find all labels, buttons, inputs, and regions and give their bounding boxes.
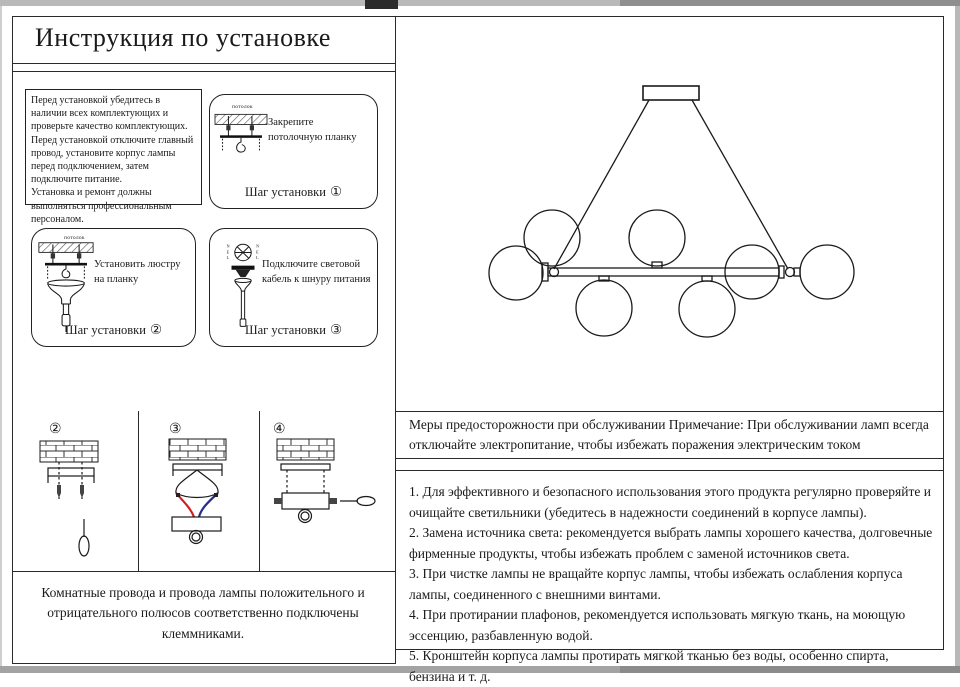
wire-connector-icon bbox=[220, 241, 266, 333]
care-item-1: 1. Для эффективного и безопасного использования этого продукта регулярно проверяйте и очищайте светильники (убедитесь в надежности соединений в корпусе лампы). bbox=[409, 484, 931, 520]
care-instructions-box bbox=[396, 470, 943, 684]
ceiling-label: потолок bbox=[64, 235, 85, 241]
care-item-4: 4. При протирании плафонов, рекомендуется использовать мягкую ткань, на моющую эссенцию, разбавленную водой. bbox=[409, 607, 906, 643]
step3-number: ③ bbox=[329, 322, 343, 337]
panel4-number: ④ bbox=[273, 422, 286, 437]
panel3-number: ③ bbox=[169, 422, 182, 437]
wire-label-e-left: E bbox=[226, 249, 230, 255]
step2-caption: Шаг установки ② bbox=[64, 322, 163, 337]
canopy-fixing-diagram bbox=[260, 433, 394, 569]
title-row bbox=[13, 17, 395, 64]
step1-caption: Шаг установки ① bbox=[244, 184, 343, 199]
care-item-3: 3. При чистке лампы не вращайте корпус лампы, чтобы избежать ослабления корпуса лампы, соединенного с внешними винтами. bbox=[409, 566, 903, 602]
care-item-2: 2. Замена источника света: рекомендуется выбрать лампы хорошего качества, долговечные фирменные продукты, чтобы избежать проблем с заменой источников света. bbox=[409, 525, 933, 561]
step1-box bbox=[209, 94, 378, 209]
wire-label-n-left: N bbox=[226, 243, 230, 249]
page-title: Инструкция по установке bbox=[35, 23, 331, 52]
page-edge-left bbox=[0, 6, 2, 666]
care-item-5: 5. Кронштейн корпуса лампы протирать мягкой тканью без воды, особенно спирта, бензина и т. д. bbox=[409, 648, 889, 684]
step2-label: Установить люстру на планку bbox=[94, 259, 181, 286]
ceiling-label: потолок bbox=[232, 104, 253, 110]
step1-label: Закрепите потолочную планку bbox=[268, 117, 357, 144]
step3-caption: Шаг установки ③ bbox=[244, 322, 343, 337]
safety-note-box bbox=[396, 411, 943, 459]
panel2-number: ② bbox=[49, 422, 62, 437]
chandelier-box bbox=[396, 17, 943, 412]
wire-label-n-right: N bbox=[256, 243, 260, 249]
intro-warning-text: Перед установкой убедитесь в наличии всех комплектующих и проверьте качество комплектующих. Перед установкой отключите главный провод, установите корпус лампы перед подключением, затем подключите питание. Установка и ремонт должны выполняться профессиональным персоналом. bbox=[31, 95, 194, 225]
intro-warning-box bbox=[25, 89, 202, 225]
bracket-screws-diagram bbox=[15, 433, 136, 569]
wire-connection-diagram bbox=[139, 433, 258, 569]
page-edge-right bbox=[955, 6, 960, 666]
step3-box bbox=[209, 228, 378, 347]
ceiling-bracket-icon bbox=[214, 111, 268, 163]
chandelier-diagram bbox=[396, 17, 943, 411]
wire-label-l-left: L bbox=[226, 255, 230, 261]
step2-box bbox=[31, 228, 196, 347]
wire-label-l-right: L bbox=[256, 255, 259, 261]
title-underline bbox=[13, 64, 395, 72]
care-list bbox=[409, 482, 933, 687]
left-panel bbox=[12, 16, 396, 664]
step2-number: ② bbox=[149, 322, 163, 337]
wiring-panels-region bbox=[13, 411, 395, 572]
step3-label: Подключите световой кабель к шнуру питания bbox=[262, 259, 371, 286]
safety-note-text: Меры предосторожности при обслуживании Примечание: При обслуживании ламп всегда отключайте электропитание, чтобы избежать поражения электрическим током bbox=[409, 417, 929, 452]
page-edge-top-dark bbox=[620, 0, 960, 6]
scan-artifact bbox=[365, 0, 398, 9]
wire-label-e-right: E bbox=[256, 249, 259, 255]
wiring-caption: Комнатные провода и провода лампы положительного и отрицательного полюсов соответственно подключены клеммниками. bbox=[41, 585, 365, 641]
right-panel bbox=[395, 16, 944, 684]
step1-number: ① bbox=[329, 184, 343, 199]
